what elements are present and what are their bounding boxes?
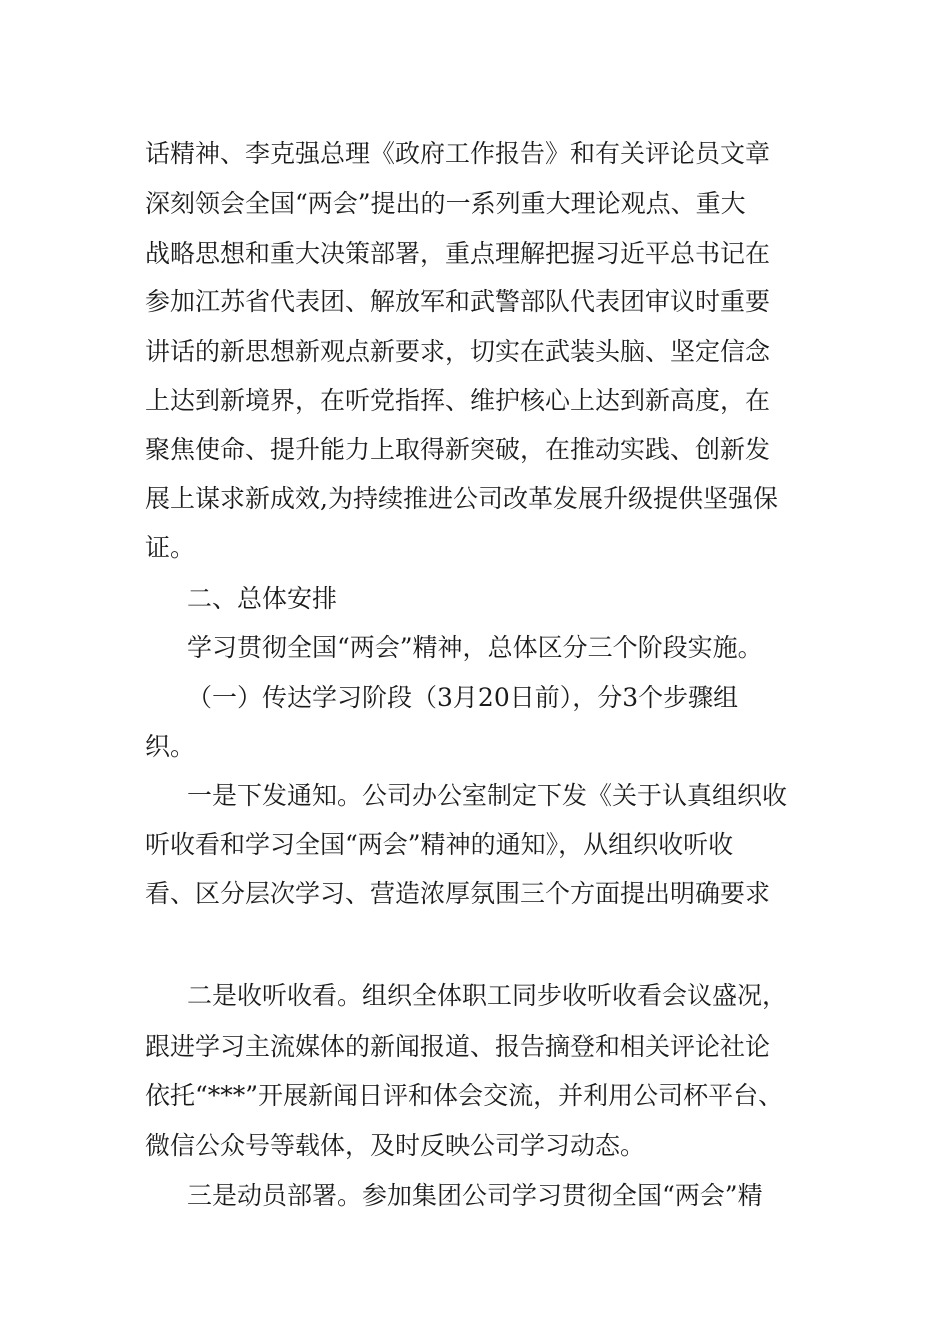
body-text-line: 参加江苏省代表团、解放军和武警部队代表团审议时重要 <box>145 287 771 316</box>
body-text-line: 跟进学习主流媒体的新闻报道、报告摘登和相关评论社论 <box>145 1032 771 1061</box>
section-heading: 二、总体安排 <box>187 584 338 613</box>
body-text-line: 一是下发通知。公司办公室制定下发《关于认真组织收 <box>187 781 788 810</box>
body-text-line: 织。 <box>145 732 196 761</box>
body-text-line: 证。 <box>145 533 196 562</box>
body-text-line: 依托“***”开展新闻日评和体会交流，并利用公司杯平台、 <box>145 1081 784 1110</box>
body-text-line: 听收看和学习全国“两会”精神的通知》，从组织收听收 <box>145 830 734 859</box>
body-text-line: 上达到新境界，在听党指挥、维护核心上达到新高度，在 <box>145 386 771 415</box>
body-text-line: 微信公众号等载体，及时反映公司学习动态。 <box>145 1131 646 1160</box>
body-text-line: 看、区分层次学习、营造浓厚氛围三个方面提出明确要求 <box>145 879 771 908</box>
body-text-line: 三是动员部署。参加集团公司学习贯彻全国“两会”精 <box>187 1181 763 1210</box>
body-text-line: 话精神、李克强总理《政府工作报告》和有关评论员文章 <box>145 139 771 168</box>
subsection-heading: （一）传达学习阶段（3月20日前），分3个步骤组 <box>187 683 739 712</box>
body-text-line: 展上谋求新成效,为持续推进公司改革发展升级提供坚强保 <box>145 484 778 513</box>
body-text-line: 二是收听收看。组织全体职工同步收听收看会议盛况， <box>187 981 788 1010</box>
body-text-line: 讲话的新思想新观点新要求，切实在武装头脑、坚定信念 <box>145 337 771 366</box>
body-text-line: 战略思想和重大决策部署，重点理解把握习近平总书记在 <box>145 239 771 268</box>
body-text-line: 学习贯彻全国“两会”精神，总体区分三个阶段实施。 <box>187 633 763 662</box>
body-text-line: 深刻领会全国“两会”提出的一系列重大理论观点、重大 <box>145 189 746 218</box>
body-text-line: 聚焦使命、提升能力上取得新突破，在推动实践、创新发 <box>145 435 771 464</box>
